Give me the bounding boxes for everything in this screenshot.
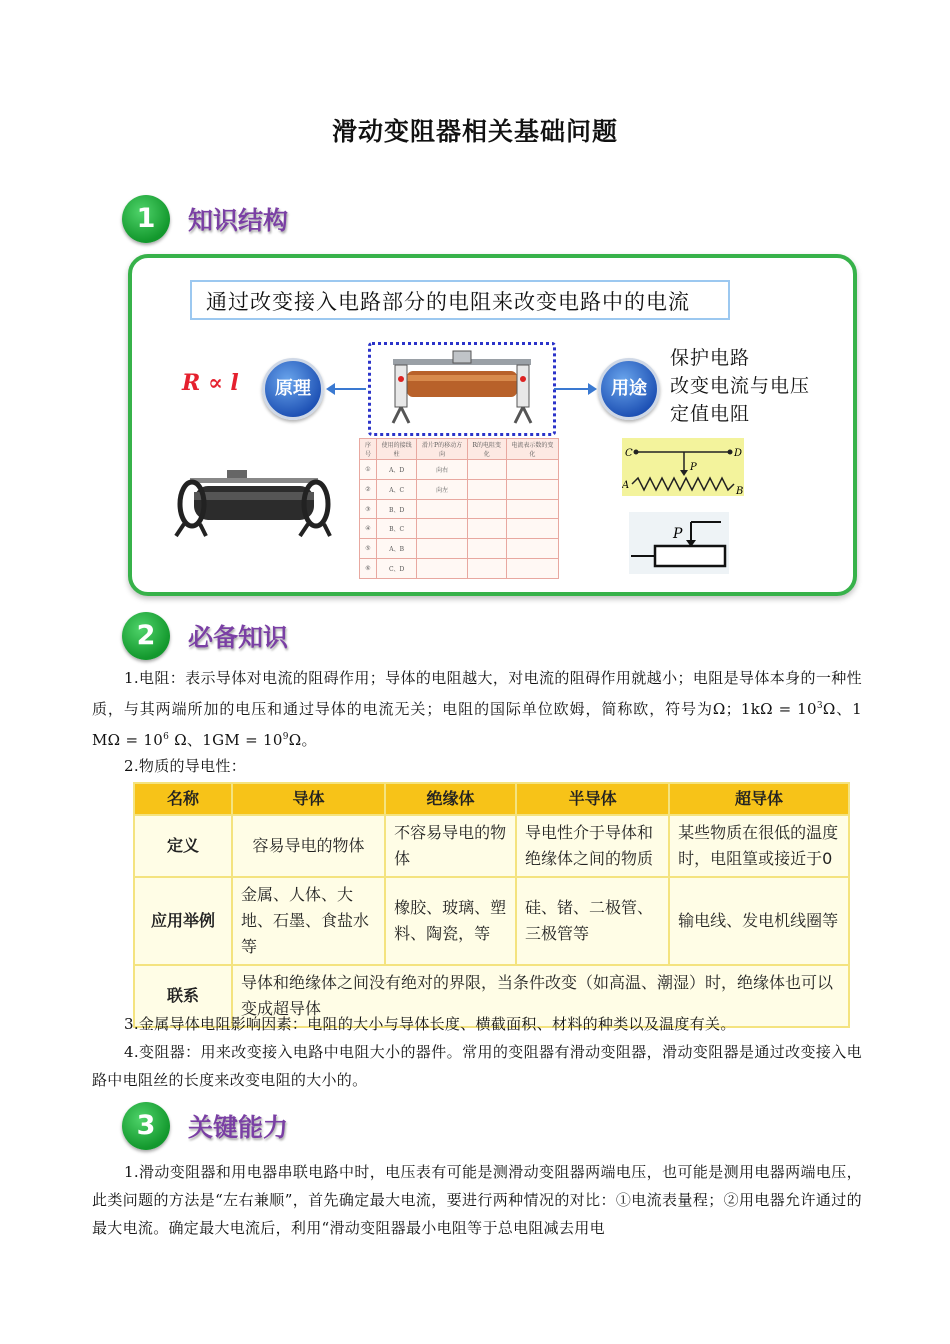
page-title: 滑动变阻器相关基础问题 bbox=[331, 117, 618, 146]
uses-list bbox=[670, 344, 810, 428]
row-dir bbox=[417, 519, 467, 539]
rheostat-icon bbox=[371, 345, 553, 433]
rheostat-circuit-symbol bbox=[622, 438, 744, 496]
table-cell: 导体和绝缘体之间没有绝对的界限，当条件改变（如高温、潮湿）时，绝缘体也可以变成超导体 bbox=[232, 965, 849, 1027]
table-cell: 金属、人体、大地、石墨、食盐水等 bbox=[232, 877, 385, 965]
section-title: 必备知识 bbox=[188, 623, 289, 652]
section-title: 知识结构 bbox=[188, 206, 289, 235]
mini-table-header: 滑片P的移动方向 bbox=[417, 439, 467, 460]
table-cell: 导电性介于导体和绝缘体之间的物质 bbox=[516, 815, 669, 877]
mini-table-header: R的电阻变化 bbox=[467, 439, 506, 460]
row-cell bbox=[467, 499, 506, 519]
row-num: ① bbox=[360, 459, 377, 479]
row-dir bbox=[417, 559, 467, 579]
row-pins: A、B bbox=[376, 539, 417, 559]
row-label: 应用举例 bbox=[134, 877, 232, 965]
row-pins: B、D bbox=[376, 499, 417, 519]
row-num: ③ bbox=[360, 499, 377, 519]
label-b: B bbox=[736, 486, 744, 496]
label-a: A bbox=[622, 480, 630, 491]
rheostat-photo bbox=[172, 468, 332, 540]
row-pins: A、C bbox=[376, 479, 417, 499]
arrow-right-head bbox=[588, 383, 597, 395]
row-num: ② bbox=[360, 479, 377, 499]
table-row bbox=[134, 815, 849, 877]
row-cell bbox=[506, 479, 558, 499]
row-cell bbox=[467, 539, 506, 559]
table-row bbox=[360, 459, 559, 479]
table-header: 导体 bbox=[232, 783, 385, 815]
table-row bbox=[360, 539, 559, 559]
row-cell bbox=[506, 539, 558, 559]
arrow-left-head bbox=[326, 383, 335, 395]
row-dir bbox=[417, 539, 467, 559]
mini-table-header: 序号 bbox=[360, 439, 377, 460]
row-cell bbox=[467, 459, 506, 479]
label-d: D bbox=[734, 448, 743, 459]
table-row bbox=[360, 559, 559, 579]
row-cell bbox=[506, 559, 558, 579]
row-dir bbox=[417, 499, 467, 519]
rheostat-box-symbol bbox=[629, 512, 729, 574]
table-cell: 输电线、发电机线圈等 bbox=[669, 877, 849, 965]
row-cell bbox=[506, 519, 558, 539]
unit-exp: 6 bbox=[163, 732, 170, 742]
connection-table bbox=[359, 438, 559, 579]
row-dir: 向右 bbox=[417, 459, 467, 479]
paragraph-factors: 3.金属导体电阻影响因素：电阻的大小与导体长度、横截面积、材料的种类以及温度有关。 bbox=[124, 1015, 736, 1033]
label-p: P bbox=[690, 462, 697, 473]
table-cell: 容易导电的物体 bbox=[232, 815, 385, 877]
table-row bbox=[360, 479, 559, 499]
row-cell bbox=[467, 519, 506, 539]
rheostat-circuit-diagram bbox=[622, 438, 744, 496]
use-item: 定值电阻 bbox=[670, 403, 751, 425]
table-row bbox=[134, 877, 849, 965]
unit-exp: 9 bbox=[282, 732, 289, 742]
unit-text: Ω、1 MΩ = 10 bbox=[92, 700, 862, 749]
row-pins: B、C bbox=[376, 519, 417, 539]
knowledge-banner: 通过改变接入电路部分的电阻来改变电路中的电流 bbox=[190, 280, 730, 320]
table-header: 半导体 bbox=[516, 783, 669, 815]
resistance-text: 1.电阻：表示导体对电流的阻碍作用；导体的电阻越大，对电流的阻碍作用就越小；电阻是导体本身的一种性质，与其两端所加的电压和通过导体的电流无关；电阻的国际单位欧姆，简称欧，符号为Ω； bbox=[92, 669, 862, 718]
row-num: ⑤ bbox=[360, 539, 377, 559]
use-item: 保护电路 bbox=[670, 347, 751, 369]
mini-table-header: 使用的接线柱 bbox=[376, 439, 417, 460]
unit-text: Ω。 bbox=[288, 731, 317, 749]
section-number: 2 bbox=[122, 612, 170, 660]
table-header: 绝缘体 bbox=[385, 783, 516, 815]
table-cell: 硅、锗、二极管、三极管等 bbox=[516, 877, 669, 965]
use-item: 改变电流与电压 bbox=[670, 375, 811, 397]
label-c: C bbox=[625, 448, 633, 459]
row-cell bbox=[467, 479, 506, 499]
mini-table-header: 电流表示数的变化 bbox=[506, 439, 558, 460]
row-cell bbox=[467, 559, 506, 579]
table-header-row bbox=[134, 783, 849, 815]
table-cell: 不容易导电的物体 bbox=[385, 815, 516, 877]
rheostat-image-frame bbox=[368, 342, 556, 436]
row-pins: A、D bbox=[376, 459, 417, 479]
row-num: ⑥ bbox=[360, 559, 377, 579]
paragraph-resistance bbox=[92, 664, 862, 754]
section-number: 3 bbox=[122, 1102, 170, 1150]
principle-bubble: 原理 bbox=[262, 358, 324, 420]
table-cell: 某些物质在很低的温度时，电阻篁或接近于0 bbox=[669, 815, 849, 877]
formula-r-proportional-l: R ∝ l bbox=[182, 370, 239, 396]
paragraph-conductivity: 2.物质的导电性： bbox=[124, 757, 247, 775]
unit-text: 1kΩ = 10 bbox=[740, 700, 817, 718]
row-cell bbox=[506, 459, 558, 479]
label-p2: P bbox=[673, 526, 683, 542]
paragraph-rheostat: 4.变阻器：用来改变接入电路中电阻大小的器件。常用的变阻器有滑动变阻器，滑动变阻器是通过改变接入电路中电阻丝的长度来改变电阻的大小的。 bbox=[92, 1043, 862, 1089]
rheostat-symbol-box bbox=[629, 512, 729, 574]
unit-exp: 3 bbox=[816, 701, 823, 711]
usage-bubble: 用途 bbox=[598, 358, 660, 420]
unit-text: Ω、1GM = 10 bbox=[169, 731, 283, 749]
row-dir: 向左 bbox=[417, 479, 467, 499]
table-header: 超导体 bbox=[669, 783, 849, 815]
section-number: 1 bbox=[122, 195, 170, 243]
table-cell: 橡胶、玻璃、塑料、陶瓷，等 bbox=[385, 877, 516, 965]
paragraph-key-ability: 1.滑动变阻器和用电器串联电路中时，电压表有可能是测滑动变阻器两端电压，也可能是测用电器两端电压，此类问题的方法是“左右兼顺”，首先确定最大电流，要进行两种情况的对比：①电流表量程；②用电器允许通过的最大电流。确定最大电流后，利用“滑动变阻器最小电阻等于总电阻减去用电 bbox=[92, 1163, 862, 1237]
row-cell bbox=[506, 499, 558, 519]
section-title: 关键能力 bbox=[188, 1113, 289, 1142]
row-label: 联系 bbox=[134, 965, 232, 1027]
table-row bbox=[360, 519, 559, 539]
table-header: 名称 bbox=[134, 783, 232, 815]
knowledge-structure-panel bbox=[128, 254, 857, 596]
row-label: 定义 bbox=[134, 815, 232, 877]
row-pins: C、D bbox=[376, 559, 417, 579]
arrow-right bbox=[554, 388, 590, 390]
conductivity-table bbox=[133, 782, 850, 1028]
row-num: ④ bbox=[360, 519, 377, 539]
table-row bbox=[360, 499, 559, 519]
